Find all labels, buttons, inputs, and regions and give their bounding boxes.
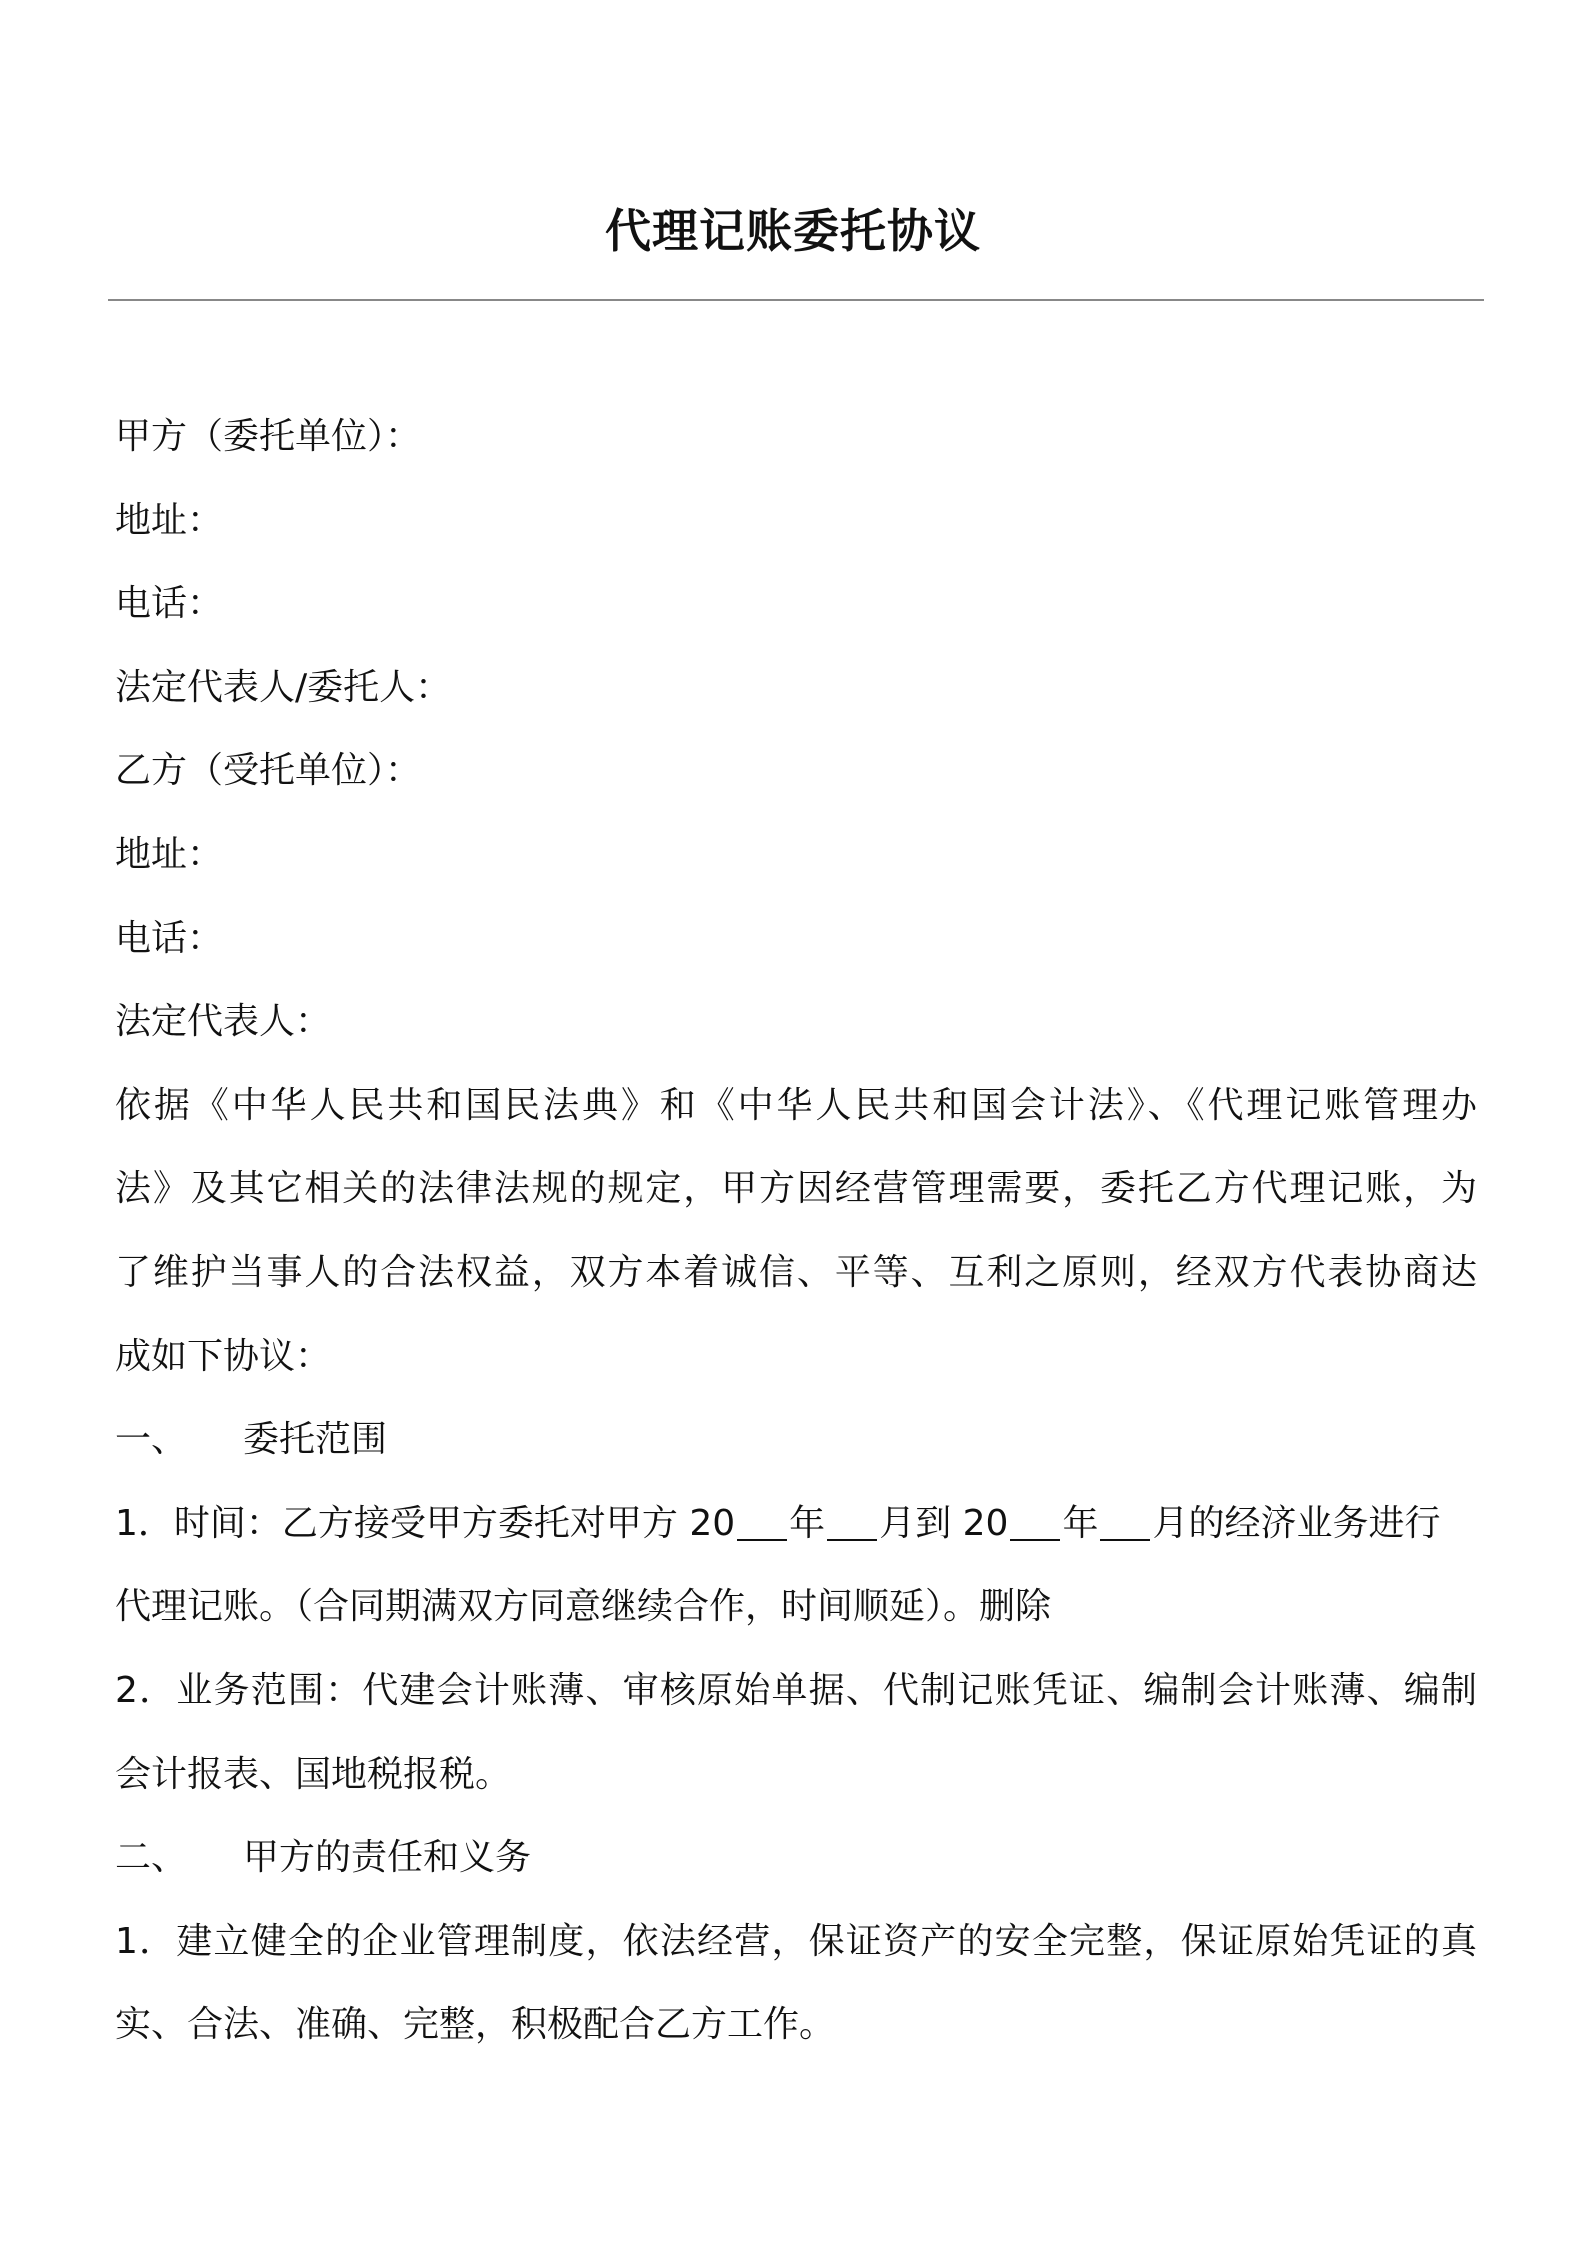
- party-a-name-label: 甲方（委托单位）：: [115, 416, 422, 457]
- clause-time-prefix: 1．时间：乙方接受甲方委托对甲方 20: [115, 1502, 736, 1544]
- section-1-clause-1: [115, 1482, 1477, 1566]
- blank-month-2: [1100, 1503, 1150, 1541]
- clause-time-month-1: 月到 20: [879, 1502, 1009, 1544]
- blank-year-2: [1010, 1503, 1060, 1541]
- preamble-line: 法》及其它相关的法律法规的规定，甲方因经营管理需要，委托乙方代理记账，为: [115, 1168, 1477, 1210]
- section-1-heading: [115, 1398, 1477, 1482]
- clause-time-year-2: 年: [1062, 1502, 1099, 1544]
- party-b-address-label: 地址：: [115, 833, 224, 875]
- party-b-phone-label: 电话：: [115, 917, 224, 959]
- party-a-address-label: 地址：: [115, 499, 224, 541]
- section-1-clause-1-continued: 代理记账。（合同期满双方同意继续合作，时间顺延）。删除: [115, 1586, 1052, 1628]
- party-a-phone-label: 电话：: [115, 583, 224, 625]
- preamble-line: 成如下协议：: [115, 1335, 332, 1377]
- section-2-clause-1: 1．建立健全的企业管理制度，依法经营，保证资产的安全完整，保证原始凭证的真: [115, 1920, 1477, 1962]
- section-2-clause-1-continued: 实、合法、准确、完整，积极配合乙方工作。: [115, 2004, 836, 2046]
- document-body: [115, 395, 1477, 2067]
- preamble-line: 了维护当事人的合法权益，双方本着诚信、平等、互利之原则，经双方代表协商达: [115, 1251, 1477, 1293]
- party-b-representative-label: 法定代表人：: [115, 1001, 332, 1043]
- section-1-number: 一、: [115, 1419, 188, 1461]
- section-2-number: 二、: [115, 1837, 188, 1879]
- clause-time-year-1: 年: [789, 1502, 826, 1544]
- party-a-representative-label: 法定代表人/委托人：: [115, 666, 452, 708]
- party-b-name-label: 乙方（受托单位）：: [115, 750, 422, 792]
- blank-year-1: [737, 1503, 787, 1541]
- section-2-heading: [115, 1816, 1477, 1900]
- preamble-line: 依据《中华人民共和国民法典》和《中华人民共和国会计法》、《代理记账管理办: [115, 1084, 1477, 1126]
- blank-month-1: [827, 1503, 877, 1541]
- section-1-clause-2-continued: 会计报表、国地税报税。: [115, 1753, 512, 1795]
- section-2-title: 甲方的责任和义务: [243, 1837, 532, 1879]
- document-title: 代理记账委托协议: [605, 204, 981, 258]
- title-divider: [108, 299, 1484, 301]
- clause-time-tail: 月的经济业务进行: [1152, 1502, 1441, 1544]
- section-1-clause-2: 2．业务范围：代建会计账薄、审核原始单据、代制记账凭证、编制会计账薄、编制: [115, 1669, 1477, 1711]
- section-1-title: 委托范围: [243, 1419, 388, 1461]
